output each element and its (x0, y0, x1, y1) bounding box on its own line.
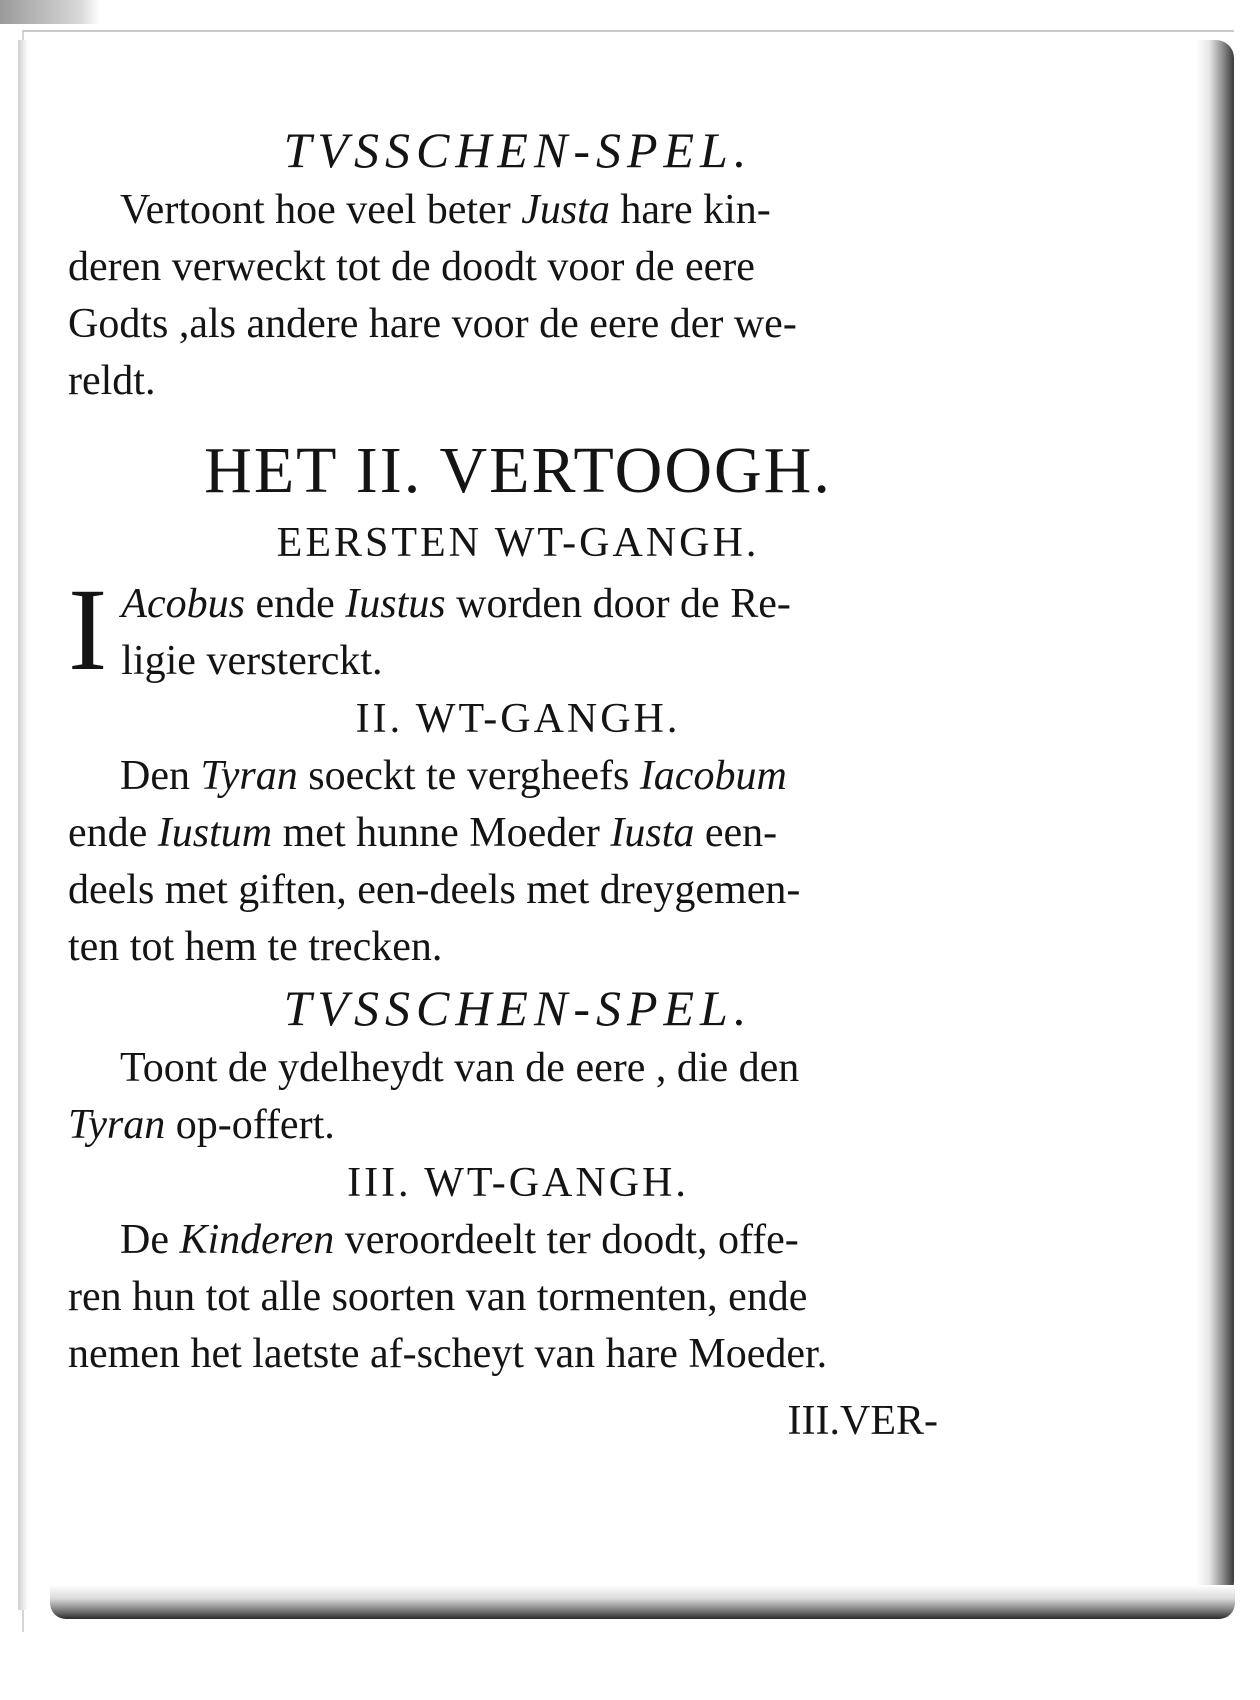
paragraph-line (68, 1212, 968, 1269)
paragraph-line: deels met giften, een-deels met dreygemen- (68, 867, 801, 913)
exit-3-paragraph (68, 1212, 968, 1383)
text-run: veroordeelt ter doodt, offe- (344, 1217, 799, 1263)
interlude-heading: TVSSCHEN-SPEL. (283, 980, 753, 1036)
interlude-paragraph (68, 182, 968, 410)
section-title: HET II. VERTOOGH. (204, 434, 832, 507)
text-run: worden door de Re- (456, 581, 791, 627)
page-text (68, 118, 968, 1493)
paragraph-line: nemen het laetste af-scheyt van hare Moeder. (68, 1331, 828, 1377)
paragraph-line: Godts ,als andere hare voor de eere der we- (68, 301, 797, 347)
text-run: ende (68, 810, 148, 856)
name-italic: Iacobum (639, 753, 787, 799)
text-run: hare kin- (620, 187, 771, 233)
text-run: met hunne Moeder (282, 810, 600, 856)
name-italic: Iustum (157, 810, 273, 856)
text-run: Vertoont hoe veel beter (120, 187, 511, 233)
interlude-heading: TVSSCHEN-SPEL. (283, 122, 753, 178)
paragraph-line: Toont de ydelheydt van de eere , die den (120, 1045, 800, 1091)
name-italic: Justa (521, 187, 610, 233)
text-run: Den (120, 753, 190, 799)
paragraph-line (68, 748, 968, 805)
paragraph-line (68, 805, 968, 862)
exit-heading-2: II. WT-GANGH. (355, 696, 681, 742)
text-run: op-offert. (175, 1102, 335, 1148)
name-italic: Tyran (68, 1102, 166, 1148)
text-run: soeckt te vergheefs (308, 753, 630, 799)
exit-heading-3: III. WT-GANGH. (347, 1160, 689, 1206)
scan-edge-shadow (0, 0, 100, 24)
paragraph-line (68, 1097, 968, 1154)
paragraph-line: ligie versterckt. (121, 638, 383, 684)
paragraph-line: ten tot hem te trecken. (68, 924, 443, 970)
paragraph-line: deren verweckt tot de doodt voor de eere (68, 244, 755, 290)
name-italic: Iustus (345, 581, 446, 627)
exit-heading-1: EERSTEN WT-GANGH. (276, 520, 760, 566)
exit-2-paragraph (68, 748, 968, 976)
page-right-edge (1196, 40, 1234, 1600)
paragraph-line (68, 182, 968, 239)
name-italic: Acobus (121, 581, 245, 627)
catchword: III.VER- (787, 1398, 938, 1444)
exit-1-paragraph (68, 564, 968, 695)
name-italic: Tyran (200, 753, 298, 799)
text-run: een- (704, 810, 778, 856)
page-bottom-edge (50, 1585, 1235, 1619)
paragraph-line: reldt. (68, 358, 156, 404)
interlude-paragraph (68, 1040, 968, 1154)
name-italic: Iusta (610, 810, 695, 856)
paragraph-line: ren hun tot alle soorten van tormenten, ende (68, 1274, 808, 1320)
text-run: De (120, 1217, 169, 1263)
text-run: ende (255, 581, 335, 627)
paragraph-line (68, 576, 968, 633)
drop-cap: I (68, 564, 108, 695)
name-italic: Kinderen (179, 1217, 335, 1263)
page-left-edge (18, 40, 28, 1610)
